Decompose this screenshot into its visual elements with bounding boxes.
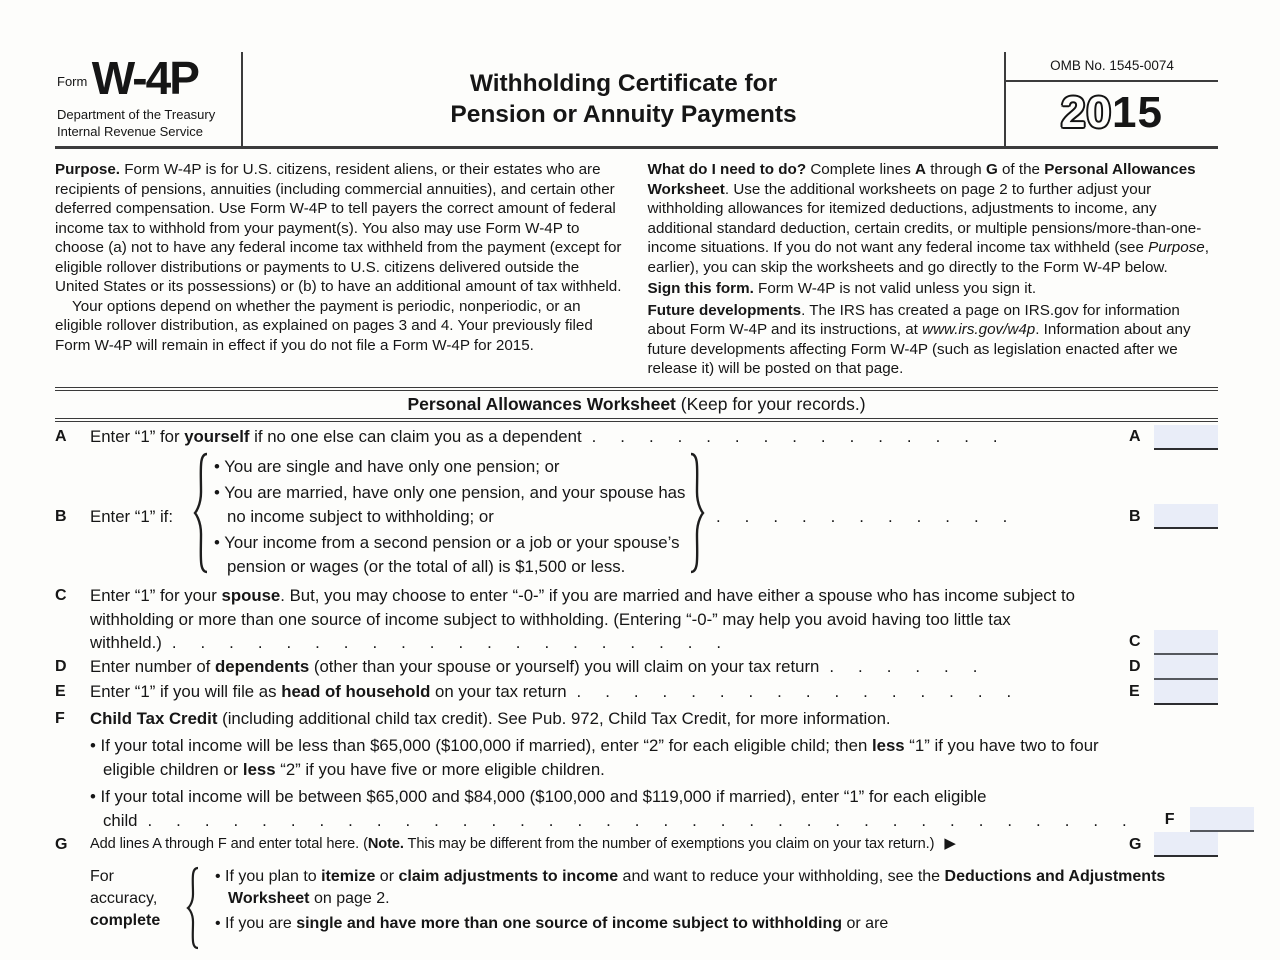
line-c-entry-box[interactable] xyxy=(1154,630,1218,655)
line-d-right-letter: D xyxy=(1129,658,1141,676)
form-number-block xyxy=(55,52,243,146)
form-title-line-2: Pension or Annuity Payments xyxy=(450,101,797,128)
accuracy-bullet-2: • If you are single and have more than one source of income subject to withholding or are xyxy=(215,915,889,932)
line-d-text: Enter number of dependents (other than your spouse or yourself) you will claim on your tax return ...... xyxy=(90,657,1002,677)
line-f-right-group xyxy=(1159,807,1254,832)
line-f-letter: F xyxy=(55,709,65,727)
accuracy-bullet-1: • If you plan to itemize or claim adjustments to income and want to reduce your withholding, see the Deductions and Adjustments Worksheet on page 2. xyxy=(215,868,1166,907)
line-e-row xyxy=(55,680,1218,705)
form-header xyxy=(55,52,1218,149)
line-f-right-letter: F xyxy=(1164,810,1175,828)
line-g-entry-box[interactable] xyxy=(1154,832,1218,857)
line-a-right-letter: A xyxy=(1129,428,1141,446)
options-paragraph: Your options depend on whether the payment is periodic, nonperiodic, or an eligible rollover distribution, as explained on pages 3 and 4. Your previously filed Form W-4P will remain in effect if you do not file a Form W-4P for 2015. xyxy=(55,297,593,354)
line-f-bullet-1: • If your total income will be less than $65,000 ($100,000 if married), enter “2” for each eligible child; then less “1” if you have two to four eligible children or less “2” if you have five or more eligible children. xyxy=(90,736,1099,779)
accuracy-bullets xyxy=(201,866,1218,957)
accuracy-label-line-1: For xyxy=(90,868,114,885)
line-b-row xyxy=(55,452,1218,582)
line-a-letter: A xyxy=(55,428,67,446)
line-e-entry-box[interactable] xyxy=(1154,680,1218,705)
omb-year-block xyxy=(1004,52,1218,146)
line-a-entry-box[interactable] xyxy=(1154,425,1218,450)
line-b-condition-2: • You are married, have only one pension, and your spouse has no income subject to withholding; or xyxy=(214,483,686,526)
line-e-text: Enter “1” if you will file as head of household on your tax return ................ xyxy=(90,682,1036,702)
right-brace-icon xyxy=(688,452,706,581)
instructions-right-column xyxy=(648,160,1219,379)
line-f-row xyxy=(55,707,1218,833)
line-g-row xyxy=(55,832,1218,857)
form-title xyxy=(243,52,1004,146)
instructions-left-column xyxy=(55,160,626,379)
omb-number: OMB No. 1545-0074 xyxy=(1006,52,1218,82)
worksheet-title-note: (Keep for your records.) xyxy=(675,393,866,414)
form-number-line xyxy=(57,54,235,102)
accuracy-label-line-3: complete xyxy=(90,912,161,929)
line-a-row xyxy=(55,425,1218,450)
line-d-row xyxy=(55,655,1218,680)
form-title-line-1: Withholding Certificate for xyxy=(469,70,778,97)
worksheet-title xyxy=(55,391,1218,418)
line-e-letter: E xyxy=(55,683,66,701)
future-developments-paragraph: Future developments. The IRS has created a page on IRS.gov for information about Form W-4P and its instructions, at www.irs.gov/w4p. Information about any future developments affecting Form W-4P (such as legislation enacted after we release it) will be posted on that page. xyxy=(647,301,1191,377)
accuracy-label-line-2: accuracy, xyxy=(90,890,158,907)
agency-line-2: Internal Revenue Service xyxy=(57,124,203,139)
line-b-condition-1: • You are single and have only one pension; or xyxy=(214,456,560,476)
worksheet-title-bold: Personal Allowances Worksheet xyxy=(407,393,676,414)
line-a-right-group xyxy=(1123,425,1218,450)
tax-year-outline: 20 xyxy=(1061,88,1112,137)
line-b-conditions xyxy=(210,452,688,582)
left-brace-icon xyxy=(192,452,210,581)
line-f-bullet-2: • If your total income will be between $65,000 and $84,000 ($100,000 and $119,000 if married), enter “1” for each eligible child ................................... xyxy=(90,787,1151,830)
line-a-text: Enter “1” for yourself if no one else can claim you as a dependent ............... xyxy=(90,427,1022,447)
line-b-label: Enter “1” if: xyxy=(90,506,173,526)
line-f-text xyxy=(90,707,1159,833)
worksheet-title-bottom-rule xyxy=(55,418,1218,422)
what-to-do-paragraph: What do I need to do? Complete lines A through G of the Personal Allowances Worksheet. Use the additional worksheets on page 2 to further adjust your withholding allowances for itemized deductions, adjustments to income, any additional standard deduction, certain credits, or multiple pensions/more-than-one-income situations. If you do not want any federal income tax withheld (see Purpose, earlier), you can skip the worksheets and go directly to the Form W-4P below. xyxy=(647,161,1209,276)
purpose-paragraph: Purpose. Form W-4P is for U.S. citizens, resident aliens, or their estates who are recipients of pensions, annuities (including commercial annuities), and certain other deferred compensation. Use Form W-4P to tell payers the correct amount of federal income tax to withhold from your payment(s). You also may use Form W-4P to choose (a) not to have any federal income tax withheld from the payment (except for eligible rollover distributions or payments to U.S. citizens delivered outside the United States or its possessions) or (b) to have an additional amount of tax withheld. xyxy=(55,161,622,295)
footer-left-brace-icon xyxy=(185,866,201,957)
line-b-entry-box[interactable] xyxy=(1154,504,1218,529)
line-e-right-letter: E xyxy=(1129,683,1140,701)
line-d-letter: D xyxy=(55,658,67,676)
line-e-right-group xyxy=(1123,680,1218,705)
line-f-heading: Child Tax Credit (including additional child tax credit). See Pub. 972, Child Tax Credit, for more information. xyxy=(90,708,891,728)
line-c-right-letter: C xyxy=(1129,633,1141,651)
line-b-right-letter: B xyxy=(1129,507,1141,525)
line-g-text: Add lines A through F and enter total here. (Note. This may be different from the number of exemptions you claim on your tax return.) ▶ xyxy=(90,835,956,853)
line-c-right-group xyxy=(1123,630,1218,655)
line-f-entry-box[interactable] xyxy=(1190,807,1254,832)
tax-year-bold: 15 xyxy=(1112,88,1163,137)
form-number: W-4P xyxy=(91,52,198,104)
line-b-dot-leader: ........... xyxy=(716,506,1032,526)
line-d-right-group xyxy=(1123,655,1218,680)
accuracy-label xyxy=(55,866,185,957)
line-c-text: Enter “1” for your spouse. But, you may choose to enter “-0-” if you are married and have either a spouse who has income subject to withholding or more than one source of income subject to withholding. (Entering “-0-” may help you avoid having too little tax withheld.) .................... xyxy=(90,586,1075,652)
line-g-right-group xyxy=(1123,832,1218,857)
instructions-section xyxy=(55,160,1218,379)
line-g-right-letter: G xyxy=(1129,835,1142,853)
sign-paragraph: Sign this form. Form W-4P is not valid unless you sign it. xyxy=(647,280,1037,297)
line-b-letter: B xyxy=(55,507,67,525)
line-c-row xyxy=(55,584,1218,655)
tax-year xyxy=(1006,82,1218,138)
agency-block xyxy=(57,106,235,140)
line-g-letter: G xyxy=(55,835,68,853)
line-b-right-group xyxy=(1123,504,1218,529)
line-b-condition-3: • Your income from a second pension or a job or your spouse’s pension or wages (or the total of all) is $1,500 or less. xyxy=(214,533,680,576)
personal-allowances-worksheet xyxy=(55,387,1218,958)
form-label: Form xyxy=(57,74,88,89)
line-d-entry-box[interactable] xyxy=(1154,655,1218,680)
accuracy-note-row xyxy=(55,866,1218,957)
line-c-letter: C xyxy=(55,587,67,604)
agency-line-1: Department of the Treasury xyxy=(57,107,216,122)
